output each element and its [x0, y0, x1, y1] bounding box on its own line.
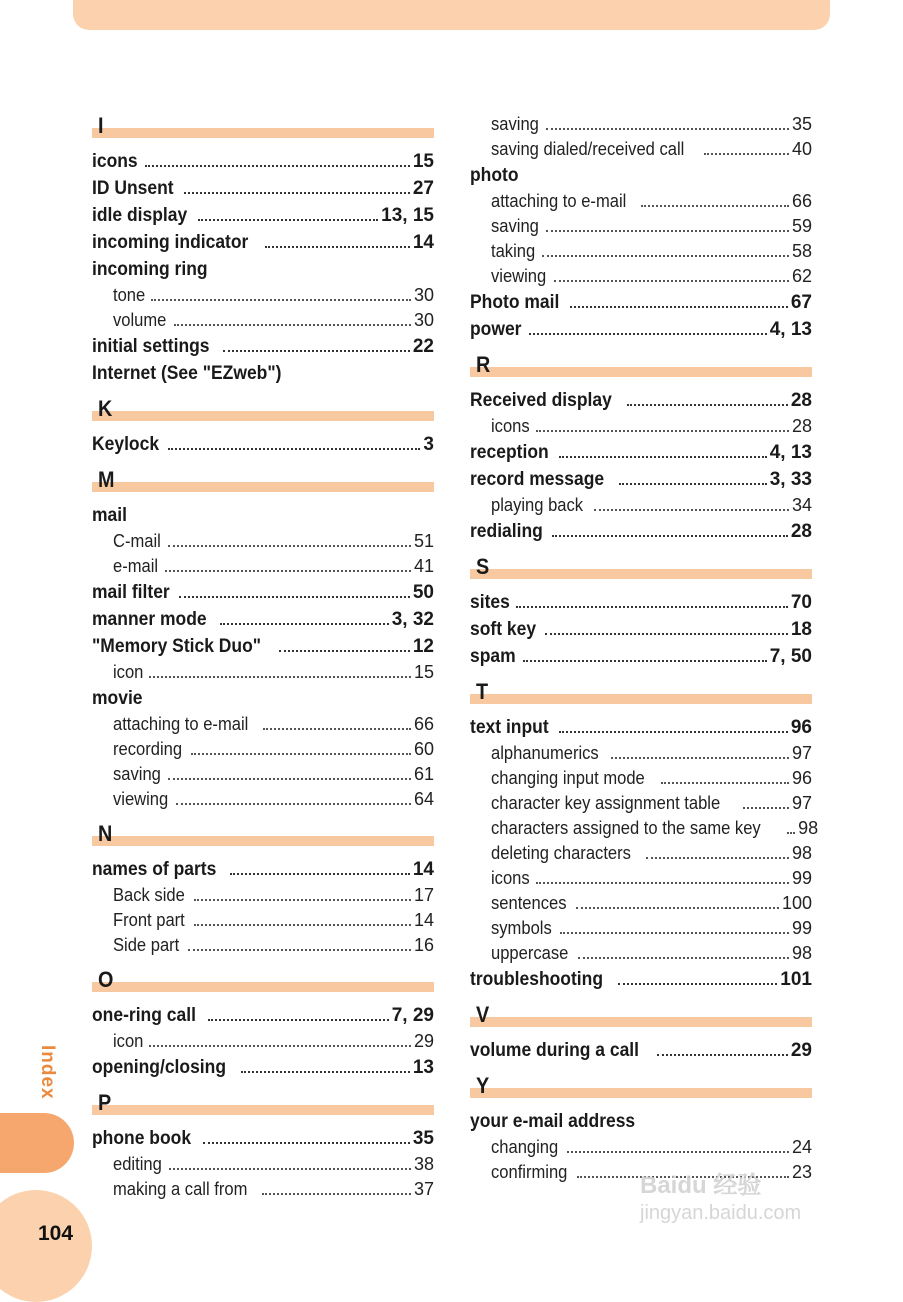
entry-page-ref: 15: [413, 662, 434, 682]
entry-label: ID Unsent: [92, 178, 174, 199]
section-header-band: [470, 1088, 812, 1098]
index-subentry-c-mail: [92, 529, 434, 554]
dot-leader: [529, 333, 767, 335]
index-subentry-saving-dialed-received-call: [470, 137, 812, 162]
entry-page-ref: 98: [791, 943, 812, 963]
entry-label: changing input mode: [491, 768, 645, 788]
entry-label: text input: [470, 717, 549, 738]
entry-page-ref: 58: [791, 241, 812, 261]
index-subentry-icon: [92, 660, 434, 685]
index-entry-initial-settings: [92, 333, 434, 360]
entry-label: saving: [491, 114, 539, 134]
entry-page-ref: 13: [412, 1057, 434, 1078]
dot-leader: [618, 983, 778, 985]
entry-label: sites: [470, 592, 510, 613]
section-header-i: [92, 112, 434, 144]
section-header-band: [470, 694, 812, 704]
section-header-v: [470, 1001, 812, 1033]
dot-leader: [168, 778, 411, 780]
page-number-badge: [0, 1190, 92, 1302]
dot-leader: [542, 255, 789, 257]
dot-leader: [230, 873, 410, 875]
index-subentry-volume: [92, 308, 434, 333]
index-entry-manner-mode: [92, 606, 434, 633]
entry-page-ref: 24: [791, 1137, 812, 1157]
entry-page-ref: 28: [790, 390, 812, 411]
dot-leader: [194, 924, 411, 926]
entry-label: attaching to e-mail: [491, 191, 627, 211]
entry-label: saving: [113, 764, 161, 784]
entry-label: editing: [113, 1154, 162, 1174]
entry-page-ref: 37: [413, 1179, 434, 1199]
watermark-logo: Baidu 经验: [640, 1172, 762, 1199]
entry-label: idle display: [92, 205, 188, 226]
entry-page-ref: 30: [413, 285, 434, 305]
entry-page-ref: 7, 50: [769, 646, 812, 667]
entry-label: attaching to e-mail: [113, 714, 249, 734]
dot-leader: [241, 1071, 410, 1073]
entry-page-ref: 97: [791, 793, 812, 813]
section-header-s: [470, 553, 812, 585]
index-entry-incoming-ring: [92, 256, 434, 283]
entry-page-ref: 22: [412, 336, 434, 357]
index-entry-spam: [470, 643, 812, 670]
dot-leader: [516, 606, 788, 608]
entry-label: Back side: [113, 885, 185, 905]
dot-leader: [627, 404, 788, 406]
entry-page-ref: 99: [791, 868, 812, 888]
dot-leader: [279, 650, 410, 652]
entry-page-ref: 35: [412, 1128, 434, 1149]
entry-label: uppercase: [491, 943, 569, 963]
section-header-p: [92, 1089, 434, 1121]
entry-page-ref: 38: [413, 1154, 434, 1174]
dot-leader: [165, 570, 411, 572]
entry-label: icons: [92, 151, 138, 172]
entry-page-ref: 18: [790, 619, 812, 640]
entry-label: recording: [113, 739, 183, 759]
index-entry-movie: [92, 685, 434, 712]
entry-label: "Memory Stick Duo": [92, 636, 262, 657]
entry-label: deleting characters: [491, 843, 631, 863]
index-subentry-making-a-call-from: [92, 1177, 434, 1202]
index-entry-volume-during-a-call: [470, 1037, 812, 1064]
dot-leader: [194, 899, 411, 901]
index-entry-power: [470, 316, 812, 343]
watermark-url: jingyan.baidu.com: [640, 1202, 802, 1224]
index-subentry-attaching-to-e-mail: [470, 189, 812, 214]
entry-page-ref: 98: [791, 843, 812, 863]
section-header-r: [470, 351, 812, 383]
entry-label: icons: [491, 868, 530, 888]
dot-leader: [184, 192, 410, 194]
entry-label: making a call from: [113, 1179, 248, 1199]
index-subentry-tone: [92, 283, 434, 308]
entry-label: volume: [113, 310, 167, 330]
entry-page-ref: 28: [791, 416, 812, 436]
entry-label: Internet (See "EZweb"): [92, 363, 282, 384]
index-subentry-sentences: [470, 891, 812, 916]
section-letter: O: [98, 967, 114, 992]
dot-leader: [179, 596, 409, 598]
entry-page-ref: 96: [791, 768, 812, 788]
entry-page-ref: 66: [791, 191, 812, 211]
section-header-band: [92, 128, 434, 138]
dot-leader: [743, 807, 789, 809]
section-letter: V: [476, 1002, 490, 1027]
dot-leader: [220, 623, 389, 625]
entry-label: record message: [470, 469, 605, 490]
dot-leader: [641, 205, 789, 207]
section-letter: N: [98, 821, 113, 846]
dot-leader: [168, 545, 411, 547]
entry-page-ref: 35: [791, 114, 812, 134]
dot-leader: [646, 857, 789, 859]
dot-leader: [536, 430, 789, 432]
entry-page-ref: 14: [412, 859, 434, 880]
entry-page-ref: 13, 15: [381, 205, 434, 226]
dot-leader: [619, 483, 767, 485]
index-entry-reception: [470, 439, 812, 466]
entry-label: phone book: [92, 1128, 192, 1149]
entry-label: icon: [113, 1031, 144, 1051]
section-header-band: [470, 1017, 812, 1027]
entry-label: spam: [470, 646, 516, 667]
index-side-tab: [0, 1113, 74, 1173]
dot-leader: [611, 757, 789, 759]
dot-leader: [198, 219, 378, 221]
index-tab-label: Index: [37, 1045, 58, 1100]
index-entry-incoming-indicator: [92, 229, 434, 256]
dot-leader: [208, 1019, 389, 1021]
index-subentry-uppercase: [470, 941, 812, 966]
entry-label: viewing: [113, 789, 169, 809]
entry-page-ref: 17: [413, 885, 434, 905]
index-subentry-side-part: [92, 933, 434, 958]
index-subentry-alphanumerics: [470, 741, 812, 766]
entry-label: icons: [491, 416, 530, 436]
index-entry-received-display: [470, 387, 812, 414]
dot-leader: [546, 230, 789, 232]
section-letter: P: [98, 1090, 112, 1115]
entry-label: movie: [92, 688, 143, 709]
entry-label: manner mode: [92, 609, 207, 630]
entry-label: playing back: [491, 495, 584, 515]
entry-label: opening/closing: [92, 1057, 227, 1078]
dot-leader: [594, 509, 789, 511]
index-subentry-character-key-assignment-table: [470, 791, 812, 816]
entry-label: viewing: [491, 266, 547, 286]
entry-label: Front part: [113, 910, 185, 930]
index-entry-idle-display: [92, 202, 434, 229]
entry-page-ref: 40: [791, 139, 812, 159]
index-subentry-taking: [470, 239, 812, 264]
entry-page-ref: 41: [413, 556, 434, 576]
section-header-y: [470, 1072, 812, 1104]
entry-page-ref: 60: [413, 739, 434, 759]
section-letter: M: [98, 467, 115, 492]
entry-label: taking: [491, 241, 536, 261]
section-header-band: [92, 836, 434, 846]
entry-page-ref: 28: [790, 521, 812, 542]
dot-leader: [570, 306, 788, 308]
entry-label: soft key: [470, 619, 537, 640]
entry-page-ref: 34: [791, 495, 812, 515]
entry-label: symbols: [491, 918, 552, 938]
index-subentry-saving: [470, 214, 812, 239]
entry-page-ref: 101: [780, 969, 812, 990]
entry-label: C-mail: [113, 531, 161, 551]
index-subentry-e-mail: [92, 554, 434, 579]
dot-leader: [265, 246, 410, 248]
dot-leader: [536, 882, 789, 884]
index-entry-photo: [470, 162, 812, 189]
entry-page-ref: 67: [790, 292, 812, 313]
entry-label: alphanumerics: [491, 743, 599, 763]
index-entry-phone-book: [92, 1125, 434, 1152]
section-header-band: [470, 367, 812, 377]
index-entry-soft-key: [470, 616, 812, 643]
entry-label: e-mail: [113, 556, 159, 576]
dot-leader: [174, 324, 411, 326]
entry-label: mail filter: [92, 582, 170, 603]
entry-page-ref: 62: [791, 266, 812, 286]
entry-label: photo: [470, 165, 519, 186]
top-decorative-bar: [73, 0, 830, 30]
entry-page-ref: 15: [412, 151, 434, 172]
entry-label: troubleshooting: [470, 969, 604, 990]
index-entry-redialing: [470, 518, 812, 545]
entry-page-ref: 14: [413, 910, 434, 930]
dot-leader: [704, 153, 789, 155]
entry-label: icon: [113, 662, 144, 682]
entry-page-ref: 100: [781, 893, 812, 913]
baidu-watermark: [640, 1165, 801, 1225]
section-letter: K: [98, 396, 113, 421]
index-subentry-deleting-characters: [470, 841, 812, 866]
index-entry-icons: [92, 148, 434, 175]
entry-label: one-ring call: [92, 1005, 196, 1026]
entry-page-ref: 70: [790, 592, 812, 613]
dot-leader: [168, 448, 421, 450]
index-subentry-editing: [92, 1152, 434, 1177]
section-letter: S: [476, 554, 490, 579]
entry-page-ref: 14: [412, 232, 434, 253]
entry-page-ref: 4, 13: [769, 442, 812, 463]
entry-page-ref: 3, 33: [769, 469, 812, 490]
section-letter: Y: [476, 1073, 490, 1098]
dot-leader: [661, 782, 789, 784]
dot-leader: [559, 456, 767, 458]
entry-page-ref: 30: [413, 310, 434, 330]
index-entry-id-unsent: [92, 175, 434, 202]
dot-leader: [546, 128, 789, 130]
dot-leader: [578, 957, 789, 959]
section-letter: T: [476, 679, 489, 704]
index-subentry-characters-assigned-to-the-same-key: [470, 816, 819, 841]
dot-leader: [169, 1168, 411, 1170]
index-subentry-playing-back: [470, 493, 812, 518]
entry-page-ref: 29: [413, 1031, 434, 1051]
dot-leader: [576, 907, 779, 909]
section-letter: I: [98, 113, 104, 138]
entry-label: Keylock: [92, 434, 160, 455]
entry-label: power: [470, 319, 522, 340]
entry-label: changing: [491, 1137, 559, 1157]
index-entry-record-message: [470, 466, 812, 493]
index-entry-text-input: [470, 714, 812, 741]
index-entry-memory-stick-duo: [92, 633, 434, 660]
section-header-band: [92, 411, 434, 421]
dot-leader: [523, 660, 767, 662]
dot-leader: [262, 1193, 411, 1195]
index-entry-your-e-mail-address: [470, 1108, 812, 1135]
entry-label: characters assigned to the same key: [491, 818, 761, 838]
section-header-t: [470, 678, 812, 710]
entry-page-ref: 51: [413, 531, 434, 551]
index-subentry-viewing: [92, 787, 434, 812]
index-subentry-back-side: [92, 883, 434, 908]
entry-page-ref: 4, 13: [769, 319, 812, 340]
index-subentry-icons: [470, 414, 812, 439]
entry-label: incoming indicator: [92, 232, 249, 253]
entry-page-ref: 7, 29: [391, 1005, 434, 1026]
dot-leader: [223, 350, 410, 352]
entry-page-ref: 3, 32: [391, 609, 434, 630]
page-number: 104: [38, 1222, 74, 1245]
index-column-left: [92, 112, 434, 1202]
dot-leader: [787, 832, 795, 834]
dot-leader: [176, 803, 411, 805]
index-entry-keylock: [92, 431, 434, 458]
index-entry-sites: [470, 589, 812, 616]
entry-label: saving: [491, 216, 539, 236]
entry-label: Received display: [470, 390, 612, 411]
dot-leader: [203, 1142, 410, 1144]
index-subentry-icon: [92, 1029, 434, 1054]
entry-page-ref: 16: [413, 935, 434, 955]
index-entry-one-ring-call: [92, 1002, 434, 1029]
section-header-o: [92, 966, 434, 998]
dot-leader: [567, 1151, 789, 1153]
entry-label: tone: [113, 285, 146, 305]
section-header-band: [92, 982, 434, 992]
index-entry-photo-mail: [470, 289, 812, 316]
section-header-band: [92, 482, 434, 492]
entry-page-ref: 27: [412, 178, 434, 199]
section-header-n: [92, 820, 434, 852]
entry-label: confirming: [491, 1162, 568, 1182]
index-entry-internet-see-ezweb: [92, 360, 434, 387]
entry-page-ref: 50: [412, 582, 434, 603]
index-entry-opening-closing: [92, 1054, 434, 1081]
entry-label: character key assignment table: [491, 793, 721, 813]
entry-label: your e-mail address: [470, 1111, 636, 1132]
index-subentry-changing-input-mode: [470, 766, 812, 791]
entry-page-ref: 29: [790, 1040, 812, 1061]
index-subentry-recording: [92, 737, 434, 762]
dot-leader: [149, 1045, 411, 1047]
dot-leader: [191, 753, 411, 755]
dot-leader: [151, 299, 411, 301]
section-letter: R: [476, 352, 491, 377]
entry-page-ref: 97: [791, 743, 812, 763]
section-header-band: [92, 1105, 434, 1115]
entry-label: initial settings: [92, 336, 210, 357]
section-header-k: [92, 395, 434, 427]
dot-leader: [188, 949, 411, 951]
entry-page-ref: 98: [798, 818, 819, 838]
index-subentry-symbols: [470, 916, 812, 941]
entry-page-ref: 64: [413, 789, 434, 809]
entry-label: redialing: [470, 521, 543, 542]
dot-leader: [149, 676, 411, 678]
section-header-m: [92, 466, 434, 498]
entry-label: incoming ring: [92, 259, 208, 280]
dot-leader: [145, 165, 410, 167]
entry-page-ref: 3: [423, 434, 434, 455]
entry-page-ref: 99: [791, 918, 812, 938]
index-subentry-icons: [470, 866, 812, 891]
index-entry-mail: [92, 502, 434, 529]
entry-page-ref: 61: [413, 764, 434, 784]
dot-leader: [657, 1054, 788, 1056]
entry-label: volume during a call: [470, 1040, 640, 1061]
index-subentry-saving: [92, 762, 434, 787]
dot-leader: [559, 731, 788, 733]
entry-label: reception: [470, 442, 549, 463]
index-entry-mail-filter: [92, 579, 434, 606]
entry-label: names of parts: [92, 859, 217, 880]
index-subentry-front-part: [92, 908, 434, 933]
entry-label: sentences: [491, 893, 567, 913]
dot-leader: [554, 280, 789, 282]
index-column-right: [470, 112, 819, 1185]
index-entry-troubleshooting: [470, 966, 812, 993]
dot-leader: [552, 535, 788, 537]
index-subentry-saving: [470, 112, 812, 137]
entry-page-ref: 66: [413, 714, 434, 734]
entry-label: Side part: [113, 935, 180, 955]
entry-page-ref: 12: [412, 636, 434, 657]
entry-label: Photo mail: [470, 292, 560, 313]
section-header-band: [470, 569, 812, 579]
entry-label: saving dialed/received call: [491, 139, 685, 159]
index-subentry-changing: [470, 1135, 812, 1160]
entry-page-ref: 59: [791, 216, 812, 236]
entry-label: mail: [92, 505, 127, 526]
dot-leader: [545, 633, 788, 635]
index-subentry-attaching-to-e-mail: [92, 712, 434, 737]
entry-page-ref: 96: [790, 717, 812, 738]
dot-leader: [560, 932, 789, 934]
index-subentry-viewing: [470, 264, 812, 289]
dot-leader: [263, 728, 411, 730]
index-entry-names-of-parts: [92, 856, 434, 883]
entry-page-ref: 23: [791, 1162, 812, 1182]
